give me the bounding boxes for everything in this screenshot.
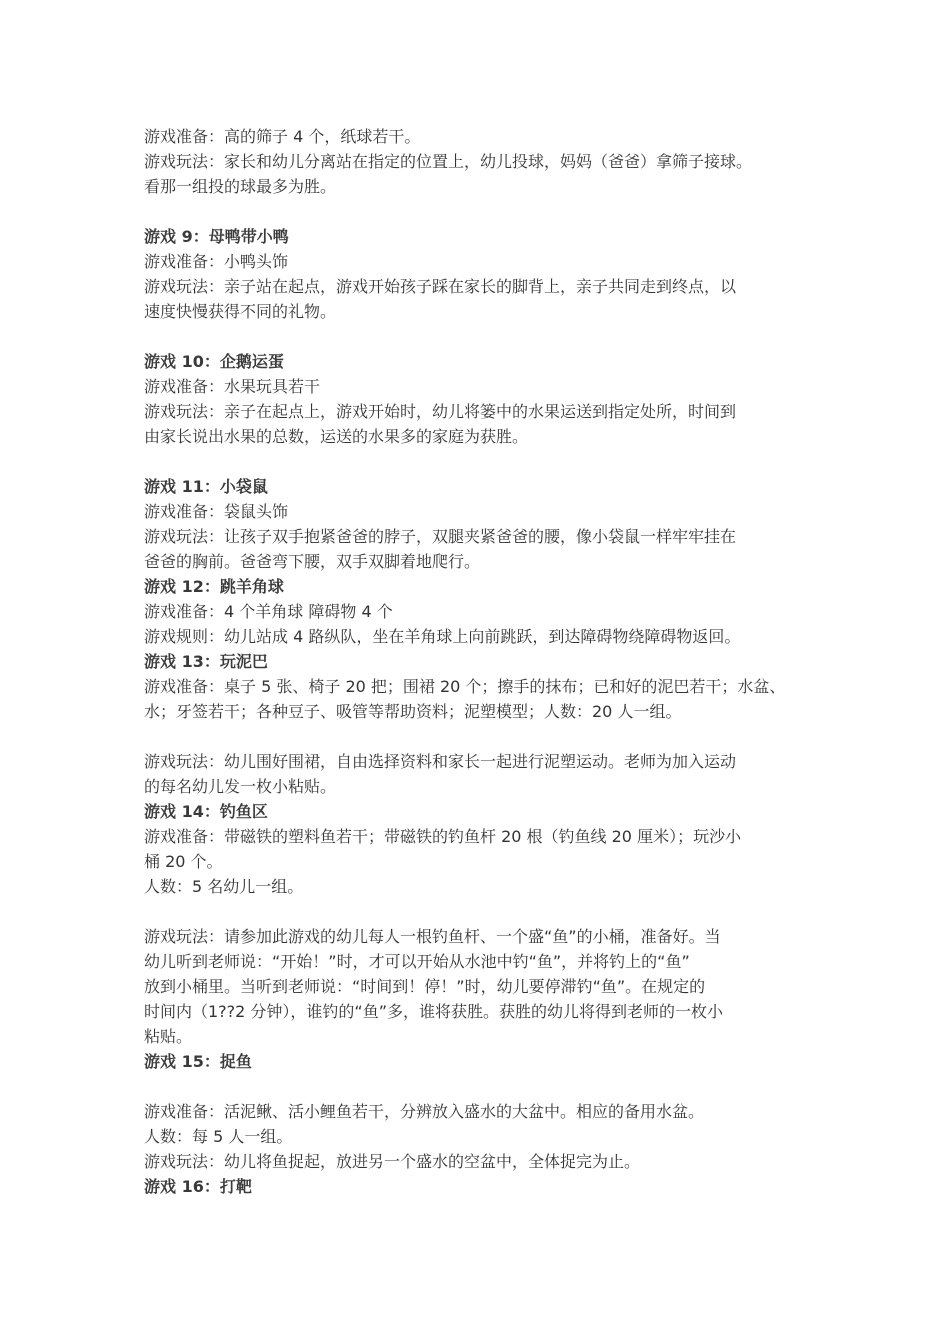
game-heading: 游戏 16：打靶	[144, 1177, 252, 1196]
game-heading: 游戏 14：钓鱼区	[144, 802, 268, 821]
text-line: 游戏准备：小鸭头饰	[144, 252, 289, 271]
text-line: 桶 20 个。	[144, 852, 223, 871]
text-line: 游戏玩法：请参加此游戏的幼儿每人一根钓鱼杆、一个盛“鱼”的小桶，准备好。当	[144, 927, 721, 946]
text-line: 游戏准备：水果玩具若干	[144, 377, 321, 396]
game-heading: 游戏 11：小袋鼠	[144, 477, 268, 496]
blank-line	[144, 199, 824, 224]
game-heading: 游戏 15：捉鱼	[144, 1052, 252, 1071]
text-line: 游戏玩法：家长和幼儿分离站在指定的位置上，幼儿投球，妈妈（爸爸）拿筛子接球。	[144, 152, 753, 171]
text-line: 游戏玩法：幼儿将鱼捉起，放进另一个盛水的空盆中，全体捉完为止。	[144, 1152, 641, 1171]
text-line: 游戏玩法：幼儿围好围裙，自由选择资料和家长一起进行泥塑运动。老师为加入运动	[144, 752, 737, 771]
text-line: 游戏规则：幼儿站成 4 路纵队，坐在羊角球上向前跳跃，到达障碍物绕障碍物返回。	[144, 627, 741, 646]
text-line: 时间内（1??2 分钟），谁钓的“鱼”多，谁将获胜。获胜的幼儿将得到老师的一枚小	[144, 1002, 724, 1021]
text-line: 游戏准备：高的筛子 4 个，纸球若干。	[144, 127, 421, 146]
text-line: 粘贴。	[144, 1027, 193, 1046]
text-line: 看那一组投的球最多为胜。	[144, 177, 337, 196]
document-page	[144, 124, 824, 1199]
blank-line	[144, 449, 824, 474]
text-line: 幼儿听到老师说：“开始！”时，才可以开始从水池中钓“鱼”，并将钓上的“鱼”	[144, 952, 690, 971]
text-line: 游戏玩法：亲子在起点上，游戏开始时，幼儿将篓中的水果运送到指定处所，时间到	[144, 402, 737, 421]
blank-line	[144, 324, 824, 349]
text-line: 放到小桶里。当听到老师说：“时间到！停！”时，幼儿要停滞钓“鱼”。在规定的	[144, 977, 706, 996]
blank-line	[144, 1074, 824, 1099]
text-line: 游戏准备：带磁铁的塑料鱼若干；带磁铁的钓鱼杆 20 根（钓鱼线 20 厘米）；玩沙小	[144, 827, 742, 846]
text-line: 水；牙签若干；各种豆子、吸管等帮助资料；泥塑模型；人数：20 人一组。	[144, 702, 682, 721]
text-line: 由家长说出水果的总数，运送的水果多的家庭为获胜。	[144, 427, 529, 446]
text-line: 游戏准备：桌子 5 张、椅子 20 把；围裙 20 个；擦手的抹布；已和好的泥巴若干；水盆、	[144, 677, 786, 696]
text-line: 游戏准备：活泥鳅、活小鲤鱼若干，分辨放入盛水的大盆中。相应的备用水盆。	[144, 1102, 705, 1121]
blank-line	[144, 899, 824, 924]
text-line: 游戏准备：袋鼠头饰	[144, 502, 289, 521]
text-line: 游戏玩法：让孩子双手抱紧爸爸的脖子，双腿夹紧爸爸的腰，像小袋鼠一样牢牢挂在	[144, 527, 737, 546]
blank-line	[144, 724, 824, 749]
text-line: 游戏玩法：亲子站在起点，游戏开始孩子踩在家长的脚背上，亲子共同走到终点，以	[144, 277, 737, 296]
game-heading: 游戏 12：跳羊角球	[144, 577, 284, 596]
game-heading: 游戏 13：玩泥巴	[144, 652, 268, 671]
text-line: 人数：5 名幼儿一组。	[144, 877, 304, 896]
game-heading: 游戏 10：企鹅运蛋	[144, 352, 284, 371]
text-line: 游戏准备：4 个羊角球 障碍物 4 个	[144, 602, 393, 621]
text-line: 人数：每 5 人一组。	[144, 1127, 293, 1146]
text-line: 爸爸的胸前。爸爸弯下腰，双手双脚着地爬行。	[144, 552, 481, 571]
game-heading: 游戏 9：母鸭带小鸭	[144, 227, 289, 246]
text-line: 速度快慢获得不同的礼物。	[144, 302, 337, 321]
text-line: 的每名幼儿发一枚小粘贴。	[144, 777, 337, 796]
